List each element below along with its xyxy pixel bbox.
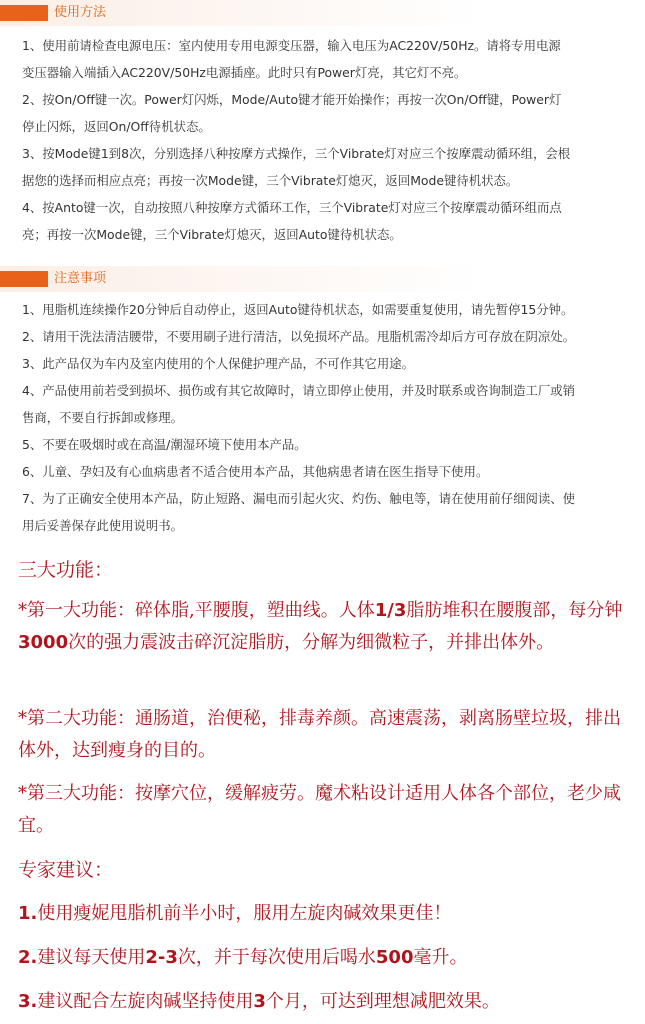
usage-section-title: 使用方法 xyxy=(54,5,107,20)
advice-item-1 xyxy=(18,901,633,927)
function-3-paragraph: *第三大功能：按摩穴位，缓解疲劳。魔术粘设计适用人体各个部位，老少咸宜。 xyxy=(18,783,621,836)
advice-3-months: 3 xyxy=(253,991,266,1012)
advice-3-number: 3. xyxy=(18,991,38,1012)
notes-section-header xyxy=(0,266,645,292)
advice-item-3 xyxy=(18,989,633,1015)
advice-2-times: 2-3 xyxy=(145,947,178,968)
notes-line: 4、产品使用前若受到损坏、损伤或有其它故障时，请立即停止使用，并及时联系或咨询制造工厂或销 xyxy=(22,383,576,398)
function-1-tail: 次的强力震波击碎沉淀脂肪，分解为细微粒子，并排出体外。 xyxy=(68,632,555,653)
advice-1-text: 使用瘦妮甩脂机前半小时，服用左旋肉碱效果更佳！ xyxy=(37,903,452,924)
advice-1-number: 1. xyxy=(18,903,38,924)
usage-line: 亮；再按一次Mode键，三个Vibrate灯熄灭，返回Auto键待机状态。 xyxy=(22,227,402,242)
header-accent-bar xyxy=(0,271,48,287)
usage-line: 停止闪烁，返回On/Off待机状态。 xyxy=(22,119,211,134)
notes-line: 5、不要在吸烟时或在高温/潮湿环境下使用本产品。 xyxy=(22,437,307,452)
usage-line: 4、按Anto键一次，自动按照八种按摩方式循环工作，三个Vibrate灯对应三个按摩震动循环组而点 xyxy=(22,200,562,215)
function-2-paragraph: *第二大功能：通肠道，治便秘，排毒养颜。高速震荡，剥离肠壁垃圾，排出体外，达到瘦身的目的。 xyxy=(18,708,621,761)
advice-2-pre: 建议每天使用 xyxy=(37,947,146,968)
advice-3-pre: 建议配合左旋肉碱坚持使用 xyxy=(37,991,254,1012)
advice-3-post: 个月，可达到理想减肥效果。 xyxy=(265,991,500,1012)
usage-line: 1、使用前请检查电源电压：室内使用专用电源变压器，输入电压为AC220V/50Hz。请将专用电源 xyxy=(22,38,561,53)
function-1-paragraph xyxy=(18,595,630,659)
function-1-count: 3000 xyxy=(18,632,69,653)
notes-line: 3、此产品仅为车内及室内使用的个人保健护理产品，不可作其它用途。 xyxy=(22,356,414,371)
advice-item-2 xyxy=(18,945,633,971)
function-1-mid: 脂肪堆积在腰腹部，每分钟 xyxy=(406,600,623,621)
advice-2-mid: 次，并于每次使用后喝水 xyxy=(177,947,376,968)
advice-2-number: 2. xyxy=(18,947,38,968)
usage-line: 变压器输入端插入AC220V/50Hz电源插座。此时只有Power灯亮，其它灯不亮。 xyxy=(22,65,467,80)
usage-section-header xyxy=(0,0,645,26)
function-1-lead: *第一大功能：碎体脂,平腰腹，塑曲线。人体 xyxy=(18,600,375,621)
usage-line: 据您的选择而相应点亮；再按一次Mode键，三个Vibrate灯熄灭，返回Mode键待机状态。 xyxy=(22,173,519,188)
notes-line: 售商，不要自行拆卸或修理。 xyxy=(22,410,184,425)
function-1-ratio: 1/3 xyxy=(374,600,407,621)
functions-title: 三大功能： xyxy=(18,559,114,581)
usage-line: 3、按Mode键1到8次，分别选择八种按摩方式操作，三个Vibrate灯对应三个按摩震动循环组，会根 xyxy=(22,146,571,161)
advice-title: 专家建议： xyxy=(18,859,114,881)
notes-line: 7、为了正确安全使用本产品，防止短路、漏电而引起火灾、灼伤、触电等，请在使用前仔细阅读、使 xyxy=(22,491,576,506)
advice-2-post: 毫升。 xyxy=(413,947,468,968)
notes-line: 2、请用干洗法清洁腰带，不要用刷子进行清洁，以免损坏产品。甩脂机需冷却后方可存放在阴凉处。 xyxy=(22,329,576,344)
notes-section-title: 注意事项 xyxy=(54,271,107,286)
notes-line: 6、儿童、孕妇及有心血病患者不适合使用本产品，其他病患者请在医生指导下使用。 xyxy=(22,464,489,479)
usage-line: 2、按On/Off键一次。Power灯闪烁，Mode/Auto键才能开始操作；再按一次On/Off键，Power灯 xyxy=(22,92,562,107)
advice-2-ml: 500 xyxy=(375,947,414,968)
notes-line: 用后妥善保存此使用说明书。 xyxy=(22,518,184,533)
notes-line: 1、甩脂机连续操作20分钟后自动停止，返回Auto键待机状态，如需要重复使用，请先暂停15分钟。 xyxy=(22,302,574,317)
header-accent-bar xyxy=(0,5,48,21)
